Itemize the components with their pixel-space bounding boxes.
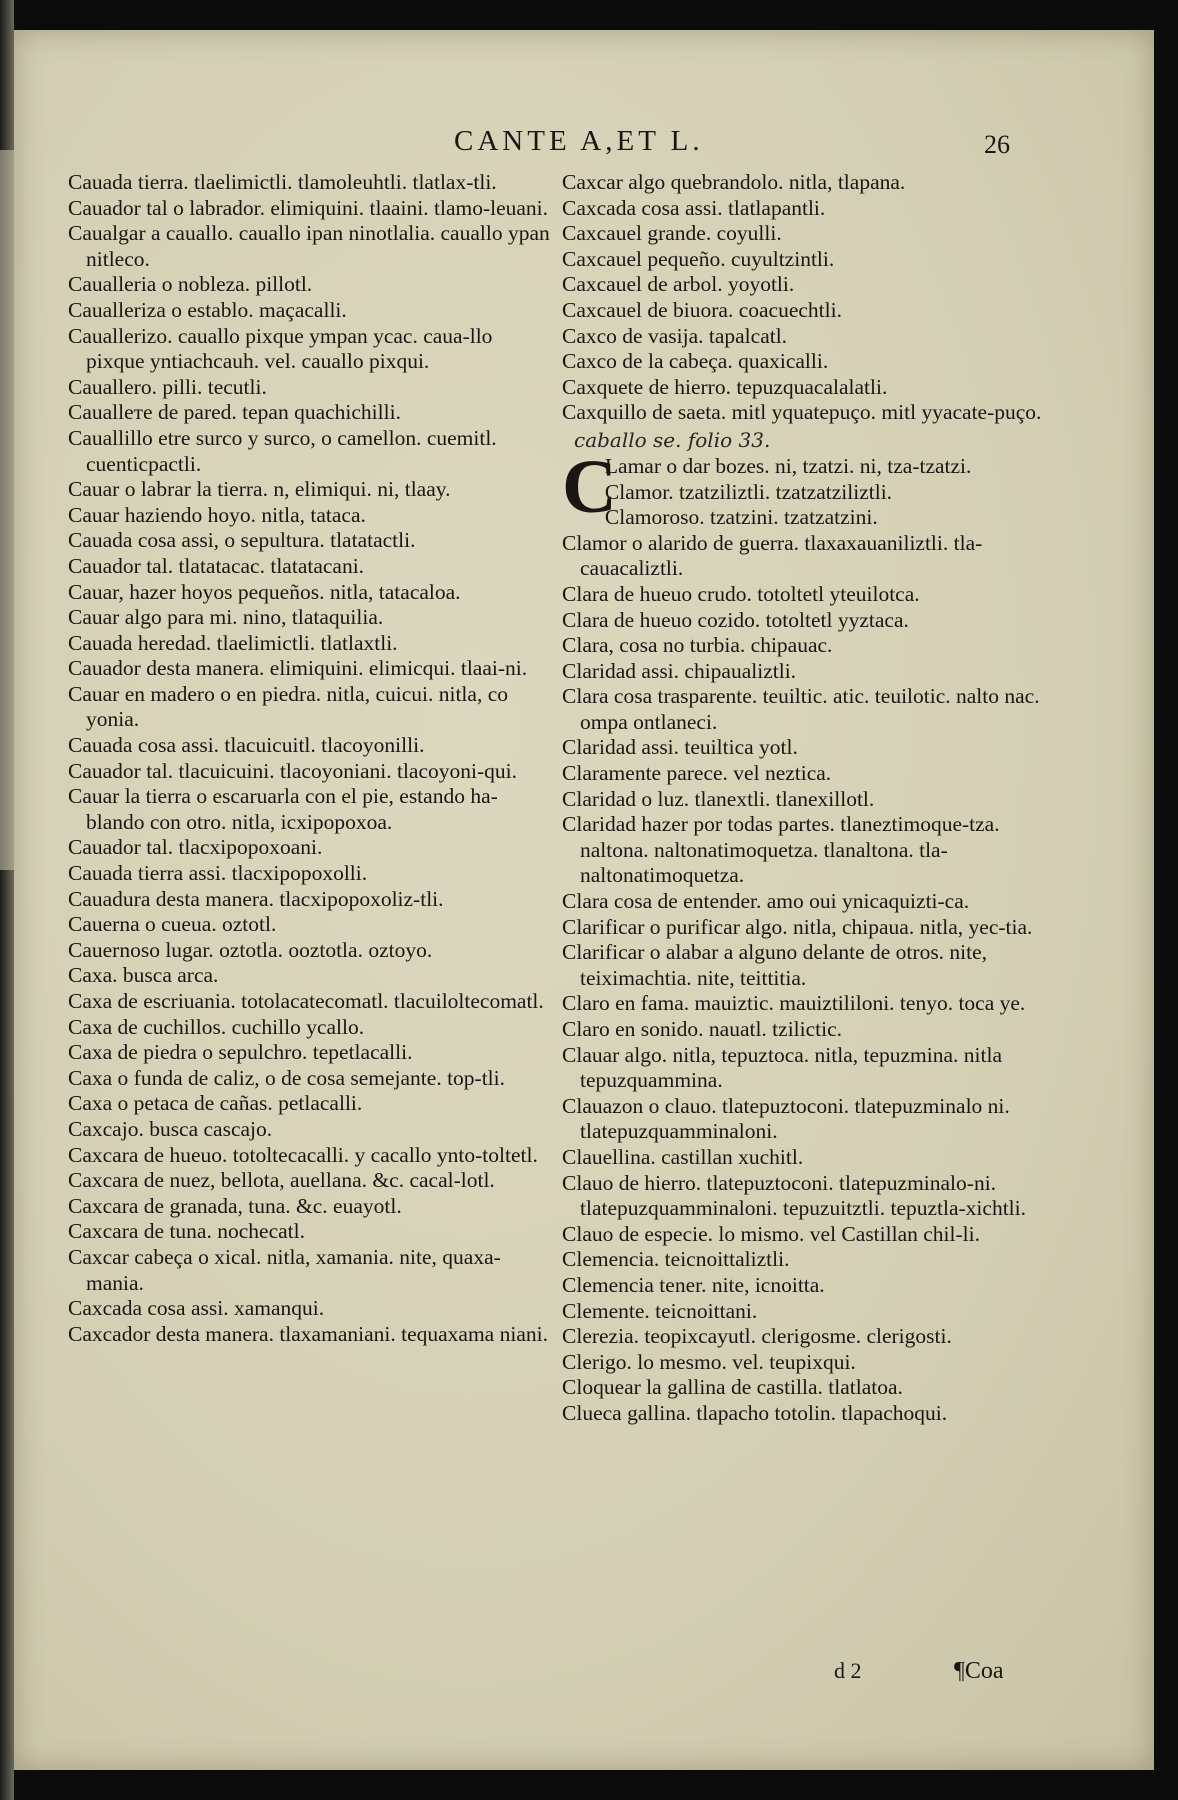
dictionary-entry: Caxa o petaca de cañas. petlacalli. xyxy=(68,1091,363,1116)
dictionary-entry: Cauar haziendo hoyo. nitla, tataca. xyxy=(68,502,366,527)
dictionary-entry: Caualleте de pared. tepan quachichilli. xyxy=(68,400,401,425)
dictionary-entry: Clara cosa de entender. amo oui ynicaquizti-ca. xyxy=(562,889,970,914)
dictionary-entry: Clerigo. lo mesmo. vel. teupixqui. xyxy=(562,1349,856,1374)
book-page xyxy=(14,30,1154,1770)
dictionary-entry: Caxcauel grande. coyulli. xyxy=(562,221,782,246)
dictionary-entry: Cauar la tierra o escaruarla con el pie, estando ha-blando con otro. nitla, icxipopoxoa. xyxy=(68,784,498,834)
dictionary-entry: Caxa de cuchillos. cuchillo ycallo. xyxy=(68,1014,365,1039)
dictionary-entry: Caxa de piedra o sepulchro. tepetlacalli. xyxy=(68,1040,413,1065)
dictionary-entry: Clauellina. castillan xuchitl. xyxy=(562,1144,804,1169)
dictionary-entry: Caxcara de granada, tuna. &c. euayotl. xyxy=(68,1193,402,1218)
catchword: ¶Coa xyxy=(954,1658,1004,1684)
dictionary-entry: Caxcador desta manera. tlaxamaniani. tequaxama niani. xyxy=(68,1321,548,1346)
dictionary-entry: Lamar o dar bozes. ni, tzatzi. ni, tza-tzatzi. xyxy=(604,453,972,478)
dictionary-entry: Caxa o funda de caliz, o de cosa semejante. top-tli. xyxy=(68,1065,506,1090)
dictionary-entry: Cauada cosa assi, o sepultura. tlatatactli. xyxy=(68,528,416,553)
dictionary-entry: Caxa. busca arca. xyxy=(68,963,219,988)
right-column-entries-bottom xyxy=(562,444,1052,1427)
dictionary-entry: Caxcauel de biuora. coacuechtli. xyxy=(562,297,842,322)
dictionary-entry: Clamor o alarido de guerra. tlaxaxauaniliztli. tla-cauacaliztli. xyxy=(562,530,983,581)
dictionary-entry: Cauerna o cueua. oztotl. xyxy=(68,912,277,937)
dictionary-entry: Clauo de especie. lo mismo. vel Castillan chil-li. xyxy=(562,1221,980,1246)
dictionary-entry: Caxcar cabeça o xical. nitla, xamania. nite, quaxa-mania. xyxy=(68,1244,501,1295)
dictionary-entry: Claro en sonido. nauatl. tzilictic. xyxy=(562,1017,843,1041)
dictionary-entry: Caxcara de hueuo. totoltecacalli. y cacallo ynto-toltetl. xyxy=(68,1142,538,1167)
dictionary-entry: Cauador tal. tlacuicuini. tlacoyoniani. tlacoyoni-qui. xyxy=(68,758,517,783)
dictionary-entry: Caualleriza o establo. maçacalli. xyxy=(68,297,347,322)
dictionary-entry: Cauallero. pilli. tecutli. xyxy=(68,374,267,399)
drop-capital: C xyxy=(562,444,617,529)
dictionary-entry: Caualleria o nobleza. pillotl. xyxy=(68,272,313,297)
dictionary-entry: Cauadura desta manera. tlacxipopoxoliz-tli. xyxy=(68,886,444,911)
folio-number: 26 xyxy=(984,130,1010,159)
dictionary-entry: Caxcara de nuez, bellota, auellana. &c. cacal-lotl. xyxy=(68,1168,495,1193)
dictionary-entry: Caxcajo. busca cascajo. xyxy=(68,1116,273,1141)
dictionary-entry: Cauada tierra. tlaelimictli. tlamoleuhtli. tlatlax-tli. xyxy=(68,170,497,194)
handwritten-marginal-note: caballo se. folio 33. xyxy=(574,427,771,452)
dictionary-entry: Caxcada cosa assi. xamanqui. xyxy=(68,1296,325,1321)
running-header: CANTE A,ET L. xyxy=(454,125,704,157)
right-column-entries-top xyxy=(562,170,1052,426)
dictionary-entry: Cauallerizo. cauallo pixque ympan ycac. caua-llo pixque yntiachcauh. vel. cauallo pixqui. xyxy=(68,323,493,374)
dictionary-entry: Clamor. tzatziliztli. tzatzatziliztli. xyxy=(604,479,893,504)
dictionary-entry: Clemente. teicnoittani. xyxy=(562,1298,758,1323)
right-column xyxy=(562,170,1052,1427)
dictionary-entry: Clara de hueuo cozido. totoltetl yyztaca. xyxy=(562,607,909,632)
dictionary-entry: Caxco de la cabeça. quaxicalli. xyxy=(562,349,829,374)
dictionary-entry: Cauallillo etre surco y surco, o camellon. cuemitl. cuenticpactli. xyxy=(68,425,497,476)
dictionary-entry: Clauar algo. nitla, tepuztoca. nitla, tepuzmina. nitla tepuzquammina. xyxy=(562,1042,1003,1093)
dictionary-entry: Cauar algo para mi. nino, tlataquilia. xyxy=(68,605,384,630)
dictionary-entry: Clemencia. teicnoittaliztli. xyxy=(562,1247,790,1272)
dictionary-entry: Clemencia tener. nite, icnoitta. xyxy=(562,1272,825,1297)
dictionary-entry: Cauador tal o labrador. elimiquini. tlaaini. tlamo-leuani. xyxy=(68,195,549,220)
dictionary-entry: Clauazon o clauo. tlatepuztoconi. tlatepuzminalo ni. tlatepuzquamminaloni. xyxy=(562,1093,1010,1144)
dictionary-entry: Claramente parece. vel neztica. xyxy=(562,761,832,786)
dictionary-entry: Clueca gallina. tlapacho totolin. tlapachoqui. xyxy=(562,1400,948,1425)
dictionary-entry: Cauernoso lugar. oztotla. ooztotla. oztoyo. xyxy=(68,937,433,962)
dictionary-entry: Cauador desta manera. elimiquini. elimicqui. tlaai-ni. xyxy=(68,656,528,681)
dictionary-entry: Cauar, hazer hoyos pequeños. nitla, tatacaloa. xyxy=(68,579,461,604)
dictionary-entry: Caxquillo de saeta. mitl yquatepuço. mitl yyacate-puço. xyxy=(562,400,1042,425)
dictionary-entry: Clara de hueuo crudo. totoltetl yteuilotca. xyxy=(562,581,920,606)
dictionary-entry: Cauar o labrar la tierra. n, elimiqui. ni, tlaay. xyxy=(68,477,451,502)
dictionary-entry: Caxcada cosa assi. tlatlapantli. xyxy=(562,195,826,220)
dictionary-entry: Caxa de escriuania. totolacatecomatl. tlacuiloltecomatl. xyxy=(68,989,544,1013)
dictionary-entry: Cauador tal. tlatatacac. tlatatacani. xyxy=(68,553,365,578)
dictionary-entry: Cauar en madero o en piedra. nitla, cuicui. nitla, co yonia. xyxy=(68,681,508,732)
dictionary-entry: Claridad hazer por todas partes. tlaneztimoque-tza. naltona. naltonatimoquetza. tlanaltona. tla-naltonatimoquetza. xyxy=(562,812,1000,888)
dictionary-entry: Clerezia. teopixcayutl. clerigosme. clerigosti. xyxy=(562,1324,952,1349)
dictionary-entry: Caxcauel de arbol. yoyotli. xyxy=(562,272,795,297)
dictionary-entry: Cloquear la gallina de castilla. tlatlatoa. xyxy=(562,1375,903,1400)
dictionary-entry: Caxcara de tuna. nochecatl. xyxy=(68,1219,305,1244)
dictionary-entry: Caxquete de hierro. tepuzquacalalatli. xyxy=(562,374,888,399)
dictionary-entry: Claro en fama. mauiztic. mauiztililoni. tenyo. toca ye. xyxy=(562,991,1026,1016)
dictionary-entry: Clarificar o purificar algo. nitla, chipaua. nitla, yec-tia. xyxy=(562,914,1033,939)
left-column xyxy=(68,170,554,1347)
dictionary-entry: Clara cosa trasparente. teuiltic. atic. teuilotic. nalto nac. ompa ontlaneci. xyxy=(562,684,1040,734)
dictionary-entry: Claridad assi. chipaualiztli. xyxy=(562,658,797,683)
dictionary-entry: Caxco de vasija. tapalcatl. xyxy=(562,323,788,348)
dictionary-entry: Cauada cosa assi. tlacuicuitl. tlacoyonilli. xyxy=(68,733,425,758)
dictionary-entry: Cauador tal. tlacxipopoxoani. xyxy=(68,835,323,860)
dictionary-entry: Cauada heredad. tlaelimictli. tlatlaxtli. xyxy=(68,630,398,655)
dictionary-entry: Claridad assi. teuiltica yotl. xyxy=(562,735,798,760)
dictionary-entry: Clarificar o alabar a alguno delante de otros. nite, teiximachtia. nite, teittitia. xyxy=(562,940,988,990)
signature-mark: d 2 xyxy=(834,1658,862,1683)
dictionary-entry: Claridad o luz. tlanextli. tlanexillotl. xyxy=(562,786,875,811)
dictionary-entry: Cauada tierra assi. tlacxipopoxolli. xyxy=(68,861,368,886)
dictionary-entry: Clara, cosa no turbia. chipauac. xyxy=(562,633,833,658)
dictionary-entry: Caxcar algo quebrandolo. nitla, tlapana. xyxy=(562,170,906,194)
dictionary-entry: Clauo de hierro. tlatepuztoconi. tlatepuzminalo-ni. tlatepuzquamminaloni. tepuzuitztli. tepuztla-xichtli. xyxy=(562,1170,1026,1221)
dictionary-entry: Caualgar a cauallo. cauallo ipan ninotlalia. cauallo ypan nitleco. xyxy=(68,221,550,271)
dictionary-entry: Clamoroso. tzatzini. tzatzatzini. xyxy=(604,505,878,530)
dictionary-entry: Caxcauel pequeño. cuyultzintli. xyxy=(562,246,835,271)
